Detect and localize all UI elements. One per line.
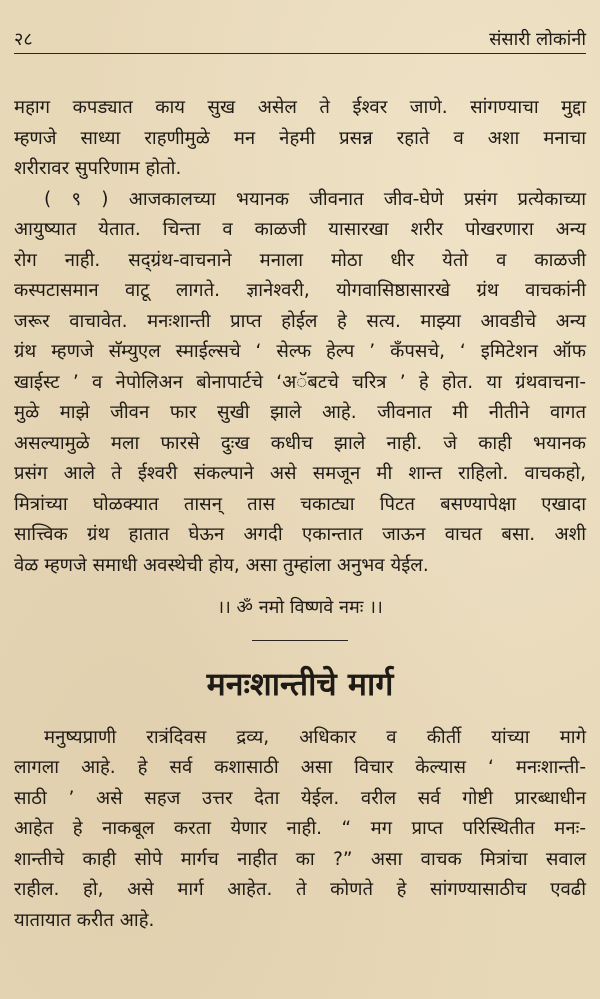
text-line: म्हणजे साध्या राहणीमुळे मन नेहमी प्रसन्न रहाते व अशा मनाचा <box>14 127 586 149</box>
text-line: राहील. हो, असे मार्ग आहेत. ते कोणते हे सांगण्यासाठीच एवढी <box>14 879 586 900</box>
text-line: साठी ’ असे सहज उत्तर देता येईल. वरील सर्व गोष्टी प्रारब्धाधीन <box>14 787 586 809</box>
text-line: मित्रांच्या घोळक्यात तासन् तास चकाट्या पिटत बसण्यापेक्षा एखादा <box>14 493 586 515</box>
text-line: ( ९ ) आजकालच्या भयानक जीवनात जीव-घेणे प्रसंग प्रत्येकाच्या <box>44 188 586 210</box>
text-line: शान्तीचे काही सोपे मार्गच नाहीत का ?” असा वाचक मित्रांचा सवाल <box>14 848 586 870</box>
text-line: मनुष्यप्राणी रात्रंदिवस द्रव्य, अधिकार व कीर्ती यांच्या मागे <box>44 726 586 748</box>
text-line: कस्पटासमान वाटू लागते. ज्ञानेश्वरी, योगवासिष्ठासारखे ग्रंथ वाचकांनी <box>14 280 586 301</box>
text-line: महाग कपड्यात काय सुख असेल ते ईश्वर जाणे. सांगण्याचा मुद्दा <box>14 97 586 118</box>
chapter-title: मनःशान्तीचे मार्ग <box>206 664 394 703</box>
text-line: लागला आहे. हे सर्व कशासाठी असा विचार केल्यास ‘ मनःशान्ती- <box>14 757 586 778</box>
text-line: शरीरावर सुपरिणाम होतो. <box>14 158 182 179</box>
text-line: जरूर वाचावेत. मनःशान्ती प्राप्त होईल हे सत्य. माझ्या आवडीचे अन्य <box>14 310 586 332</box>
text-line: ग्रंथ म्हणजे सॅम्युएल स्माईल्सचे ‘ सेल्फ हेल्प ’ कॅंपसचे, ‘ इमिटेशन ऑफ <box>14 341 586 362</box>
text-line: यातायात करीत आहे. <box>14 909 155 931</box>
paragraph-intro <box>14 93 586 185</box>
paragraph-chapter-start <box>14 723 586 937</box>
text-line: आहेत हे नाकबूल करता येणार नाही. “ मग प्राप्त परिस्थितीत मनः- <box>14 818 586 839</box>
section-divider <box>252 640 348 641</box>
text-line: मुळे माझे जीवन फार सुखी झाले आहे. जीवनात मी नीतीने वागत <box>14 402 586 423</box>
text-line: खाईस्ट ’ व नेपोलिअन बोनापार्टचे ‘अॅबटचे चरित्र ’ हे होत. या ग्रंथवाचना- <box>14 371 586 393</box>
invocation-line: ।। ॐ नमो विष्णवे नमः ।। <box>217 597 383 618</box>
page-header <box>14 24 586 54</box>
text-line: आयुष्यात येतात. चिन्ता व काळजी यासारखा शरीर पोखरणारा अन्य <box>14 219 586 240</box>
page-content <box>14 93 586 936</box>
text-line: वेळ म्हणजे समाधी अवस्थेची होय, असा तुम्हांला अनुभव येईल. <box>14 554 429 576</box>
running-head: संसारी लोकांनी <box>489 29 586 50</box>
page-number: २८ <box>14 29 33 50</box>
text-line: प्रसंग आले ते ईश्वरी संकल्पाने असे समजून मी शान्त राहिलो. वाचकहो, <box>14 463 586 484</box>
text-line: सात्त्विक ग्रंथ हातात घेऊन अगदी एकान्तात जाऊन वाचत बसा. अशी <box>14 524 586 545</box>
text-line: असल्यामुळे मला फारसे दुःख कधीच झाले नाही. जे काही भयानक <box>14 432 586 454</box>
paragraph-nine <box>14 185 586 582</box>
text-line: रोग नाही. सद्ग्रंथ-वाचनाने मनाला मोठा धीर येतो व काळजी <box>14 249 586 271</box>
